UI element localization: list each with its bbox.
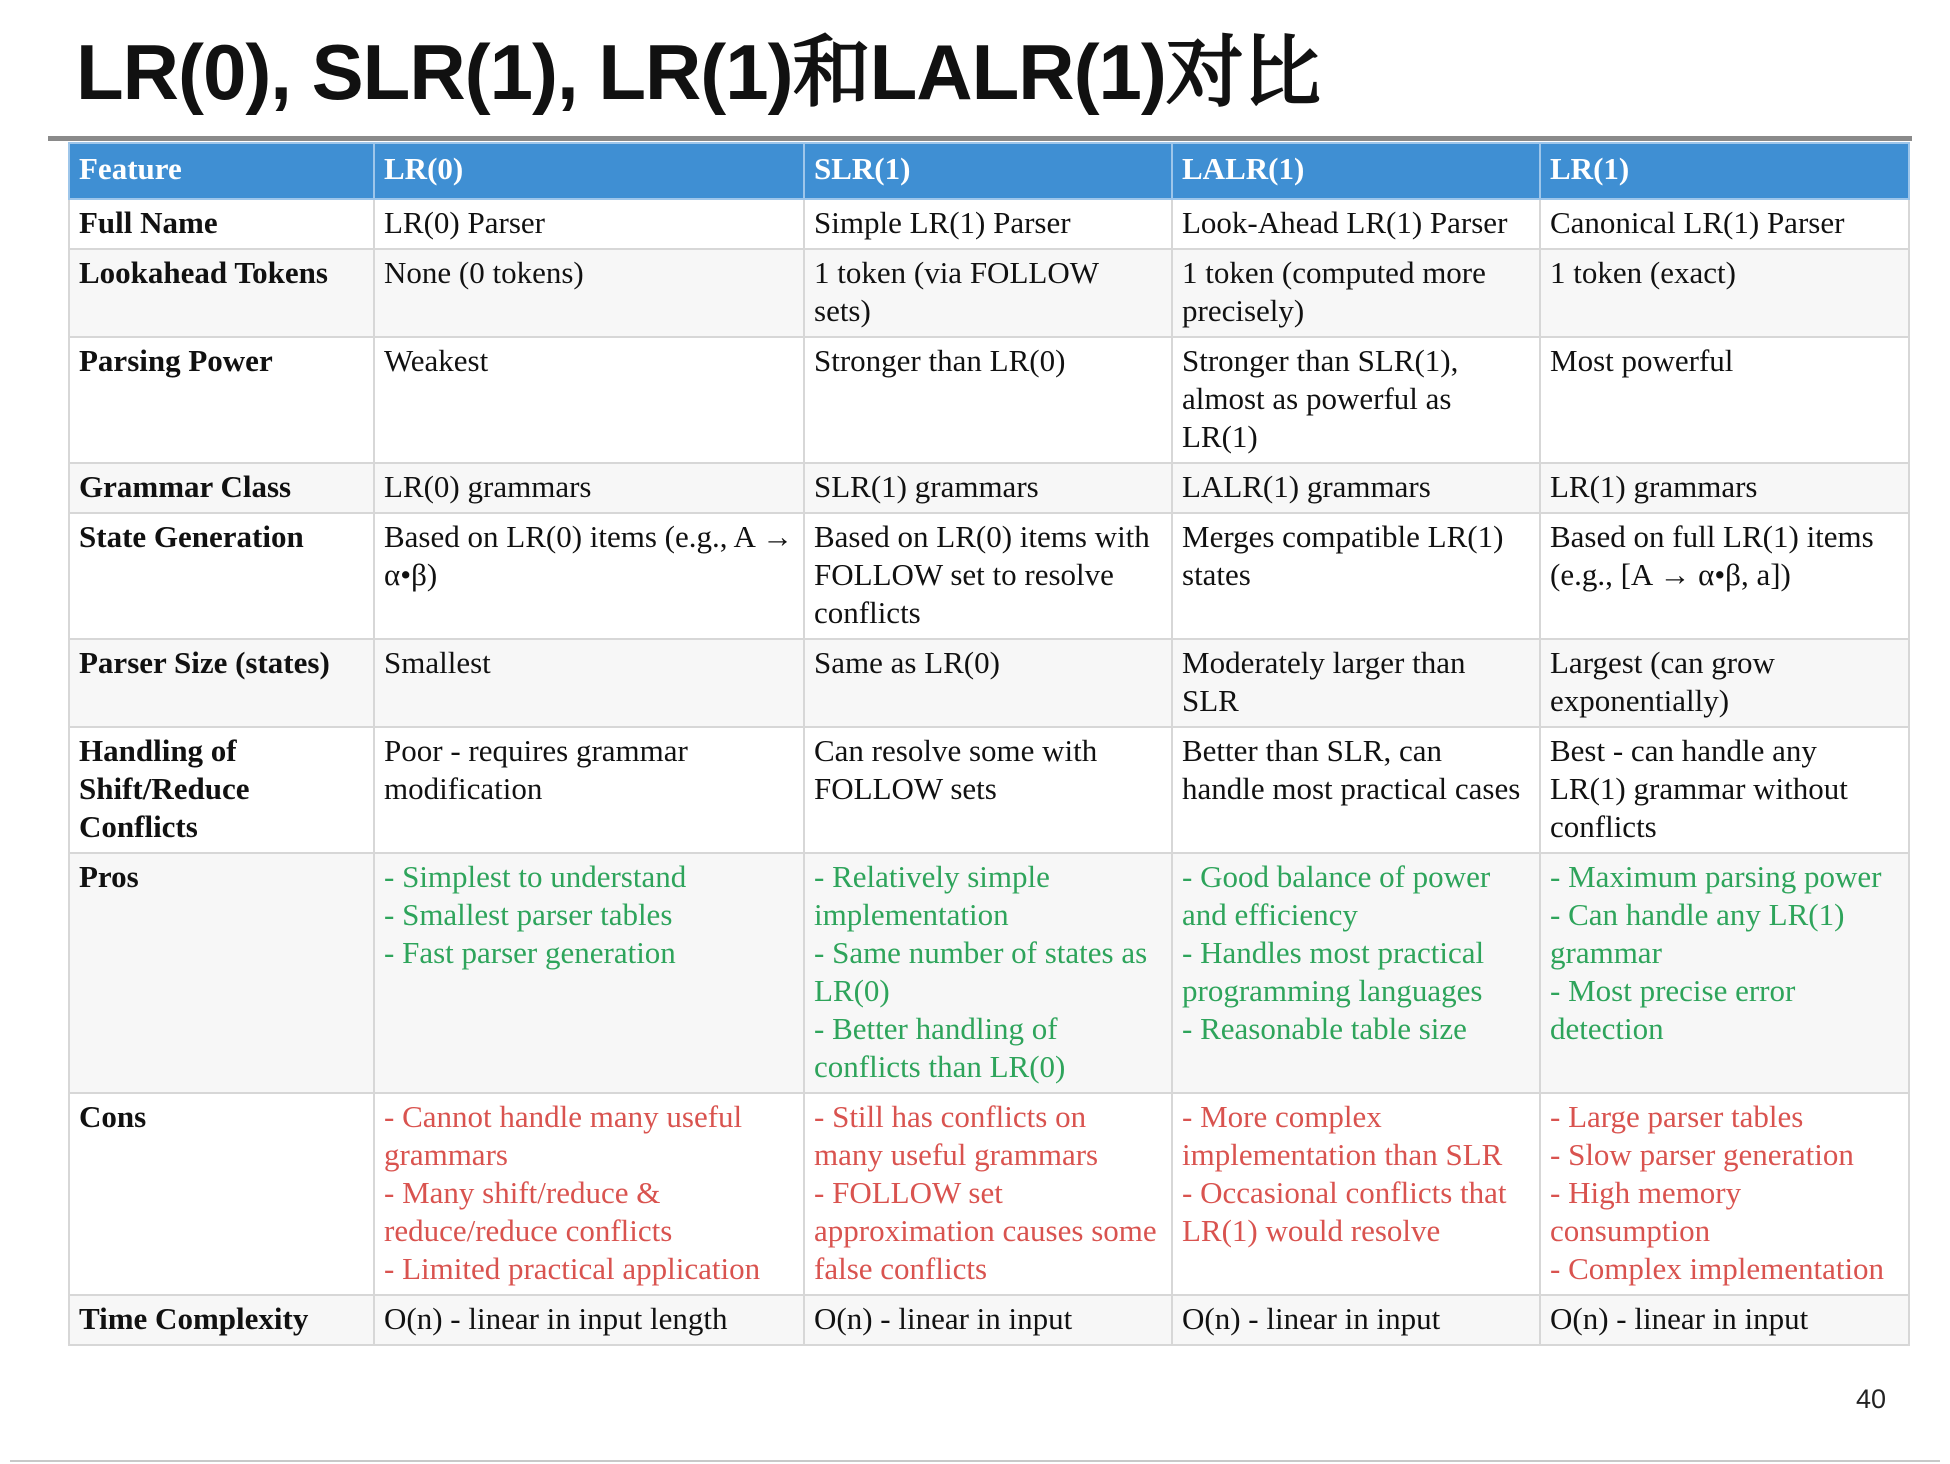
cell-slr1 <box>804 727 1172 853</box>
cell-line: - Slow parser generation <box>1550 1137 1854 1172</box>
cell-lr1 <box>1540 727 1909 853</box>
cell-slr1 <box>804 513 1172 639</box>
cell-line: - Large parser tables <box>1550 1099 1804 1134</box>
table-row <box>69 337 1909 463</box>
cell-line: - High memory consumption <box>1550 1175 1742 1248</box>
table-row <box>69 513 1909 639</box>
cell-lalr1 <box>1172 513 1540 639</box>
table-row <box>69 853 1909 1093</box>
cell-line: - Still has conflicts on many useful grammars <box>814 1099 1099 1172</box>
cell-line: Most powerful <box>1550 343 1734 378</box>
cell-lr0 <box>374 337 804 463</box>
cell-lr0 <box>374 1295 804 1345</box>
cell-lalr1 <box>1172 1093 1540 1295</box>
cell-slr1 <box>804 249 1172 337</box>
table-row <box>69 463 1909 513</box>
cell-line: Simple LR(1) Parser <box>814 205 1071 240</box>
row-header: Cons <box>69 1093 374 1295</box>
cell-slr1 <box>804 463 1172 513</box>
cell-line: Based on full LR(1) items (e.g., [A → α•β, a]) <box>1550 519 1874 592</box>
cell-line: - FOLLOW set approximation causes some false conflicts <box>814 1175 1157 1286</box>
cell-line: SLR(1) grammars <box>814 469 1039 504</box>
cell-line: - Cannot handle many useful grammars <box>384 1099 743 1172</box>
row-header: Lookahead Tokens <box>69 249 374 337</box>
cell-line: - Smallest parser tables <box>384 897 673 932</box>
cell-line: Best - can handle any LR(1) grammar without conflicts <box>1550 733 1848 844</box>
header-slr1: SLR(1) <box>804 143 1172 199</box>
header-lr0: LR(0) <box>374 143 804 199</box>
cell-line: Largest (can grow exponentially) <box>1550 645 1775 718</box>
cell-lr1 <box>1540 853 1909 1093</box>
row-header: Full Name <box>69 199 374 249</box>
table-body <box>69 199 1909 1345</box>
cell-line: - Most precise error detection <box>1550 973 1796 1046</box>
cell-lalr1 <box>1172 463 1540 513</box>
cell-line: - Simplest to understand <box>384 859 687 894</box>
cell-lalr1 <box>1172 727 1540 853</box>
cell-line: - More complex implementation than SLR <box>1182 1099 1503 1172</box>
cell-lr1 <box>1540 463 1909 513</box>
cell-slr1 <box>804 337 1172 463</box>
cell-line: - Occasional conflicts that LR(1) would resolve <box>1182 1175 1507 1248</box>
cell-line: None (0 tokens) <box>384 255 584 290</box>
cell-lr0 <box>374 727 804 853</box>
cell-line: O(n) - linear in input <box>1550 1301 1809 1336</box>
cell-line: - Complex implementation <box>1550 1251 1885 1286</box>
header-lalr1: LALR(1) <box>1172 143 1540 199</box>
table-row <box>69 199 1909 249</box>
cell-line: Moderately larger than SLR <box>1182 645 1466 718</box>
cell-slr1 <box>804 199 1172 249</box>
cell-line: LR(0) Parser <box>384 205 545 240</box>
comparison-table <box>68 142 1910 1346</box>
cell-line: LR(0) grammars <box>384 469 592 504</box>
cell-lalr1 <box>1172 639 1540 727</box>
row-header: Handling of Shift/Reduce Conflicts <box>69 727 374 853</box>
cell-line: Can resolve some with FOLLOW sets <box>814 733 1098 806</box>
row-header: State Generation <box>69 513 374 639</box>
cell-lr1 <box>1540 337 1909 463</box>
row-header: Pros <box>69 853 374 1093</box>
cell-line: - Maximum parsing power <box>1550 859 1882 894</box>
cell-line: 1 token (via FOLLOW sets) <box>814 255 1099 328</box>
cell-line: Stronger than LR(0) <box>814 343 1066 378</box>
cell-line: Based on LR(0) items with FOLLOW set to resolve conflicts <box>814 519 1150 630</box>
table-row <box>69 727 1909 853</box>
cell-line: Stronger than SLR(1), almost as powerful as LR(1) <box>1182 343 1459 454</box>
cell-line: - Many shift/reduce & reduce/reduce conflicts <box>384 1175 673 1248</box>
cell-line: - Better handling of conflicts than LR(0) <box>814 1011 1066 1084</box>
cell-lr1 <box>1540 1295 1909 1345</box>
table-row <box>69 639 1909 727</box>
row-header: Parsing Power <box>69 337 374 463</box>
slide-title: LR(0), SLR(1), LR(1)和LALR(1)对比 <box>76 28 1320 116</box>
row-header: Grammar Class <box>69 463 374 513</box>
cell-slr1 <box>804 639 1172 727</box>
cell-line: Better than SLR, can handle most practical cases <box>1182 733 1521 806</box>
header-lr1: LR(1) <box>1540 143 1909 199</box>
header-feature: Feature <box>69 143 374 199</box>
row-header: Time Complexity <box>69 1295 374 1345</box>
title-divider <box>48 136 1912 141</box>
cell-line: Smallest <box>384 645 491 680</box>
cell-line: LR(1) grammars <box>1550 469 1758 504</box>
page-number: 40 <box>1856 1384 1887 1414</box>
cell-line: - Same number of states as LR(0) <box>814 935 1148 1008</box>
cell-lr0 <box>374 199 804 249</box>
cell-line: Canonical LR(1) Parser <box>1550 205 1845 240</box>
cell-line: O(n) - linear in input <box>1182 1301 1441 1336</box>
cell-line: Merges compatible LR(1) states <box>1182 519 1504 592</box>
cell-lr1 <box>1540 199 1909 249</box>
cell-line: - Reasonable table size <box>1182 1011 1467 1046</box>
cell-lr1 <box>1540 513 1909 639</box>
cell-line: O(n) - linear in input <box>814 1301 1073 1336</box>
cell-lr1 <box>1540 1093 1909 1295</box>
cell-line: 1 token (computed more precisely) <box>1182 255 1486 328</box>
cell-line: - Can handle any LR(1) grammar <box>1550 897 1845 970</box>
cell-lalr1 <box>1172 249 1540 337</box>
row-header: Parser Size (states) <box>69 639 374 727</box>
cell-line: O(n) - linear in input length <box>384 1301 728 1336</box>
cell-lalr1 <box>1172 853 1540 1093</box>
cell-lalr1 <box>1172 199 1540 249</box>
cell-slr1 <box>804 853 1172 1093</box>
cell-line: 1 token (exact) <box>1550 255 1736 290</box>
cell-lalr1 <box>1172 1295 1540 1345</box>
cell-lr0 <box>374 463 804 513</box>
cell-line: - Relatively simple implementation <box>814 859 1050 932</box>
table-row <box>69 1295 1909 1345</box>
cell-line: - Limited practical application <box>384 1251 761 1286</box>
table-row <box>69 249 1909 337</box>
cell-line: LALR(1) grammars <box>1182 469 1431 504</box>
cell-line: - Handles most practical programming languages <box>1182 935 1485 1008</box>
cell-line: Based on LR(0) items (e.g., A → α•β) <box>384 519 793 592</box>
cell-slr1 <box>804 1295 1172 1345</box>
cell-line: Poor - requires grammar modification <box>384 733 688 806</box>
cell-line: Same as LR(0) <box>814 645 1000 680</box>
table-row <box>69 1093 1909 1295</box>
cell-slr1 <box>804 1093 1172 1295</box>
cell-lr0 <box>374 1093 804 1295</box>
cell-line: - Good balance of power and efficiency <box>1182 859 1491 932</box>
footer-divider <box>10 1460 1940 1462</box>
cell-line: Weakest <box>384 343 489 378</box>
cell-lr0 <box>374 513 804 639</box>
table-header-row <box>69 143 1909 199</box>
cell-line: Look-Ahead LR(1) Parser <box>1182 205 1508 240</box>
cell-lr1 <box>1540 639 1909 727</box>
cell-lr0 <box>374 639 804 727</box>
cell-lr0 <box>374 249 804 337</box>
cell-lr0 <box>374 853 804 1093</box>
cell-lalr1 <box>1172 337 1540 463</box>
cell-lr1 <box>1540 249 1909 337</box>
cell-line: - Fast parser generation <box>384 935 676 970</box>
